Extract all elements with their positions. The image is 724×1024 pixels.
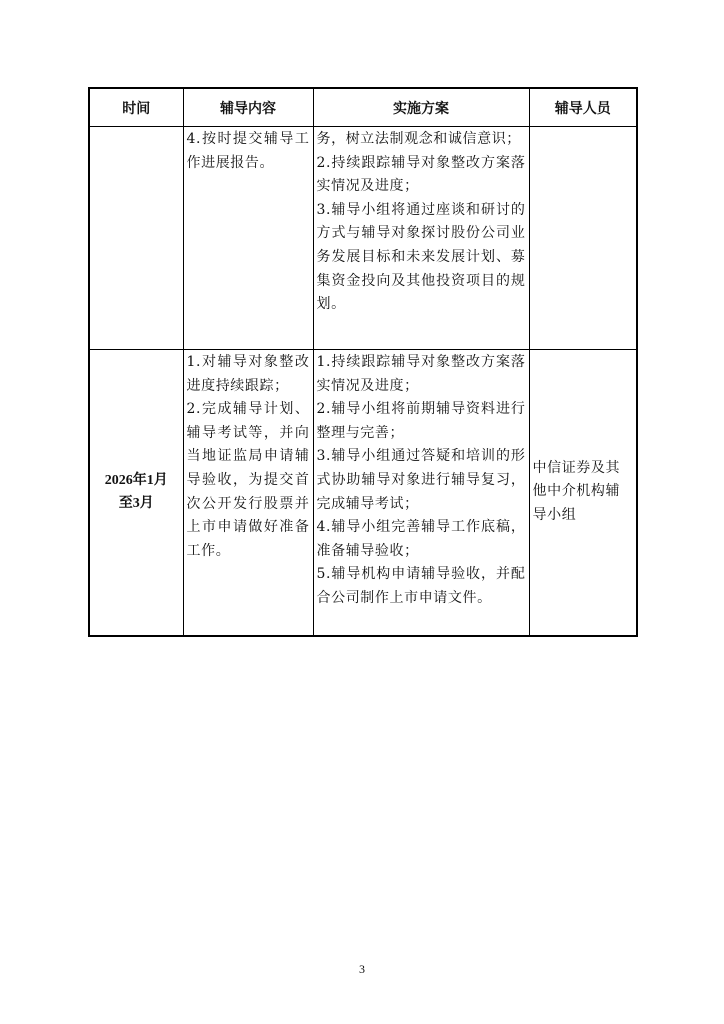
row1-content xyxy=(183,127,313,350)
page-number: 3 xyxy=(359,962,365,976)
row1-time xyxy=(89,127,183,350)
header-staff: 辅导人员 xyxy=(529,88,637,127)
row2-plan-item: 3.辅导小组通过答疑和培训的形式协助辅导对象进行辅导复习，完成辅导考试； xyxy=(316,448,526,512)
table-row xyxy=(89,127,637,350)
row1-plan-item: 2.持续跟踪辅导对象整改方案落实情况及进度； xyxy=(316,154,526,195)
row2-plan-item: 5.辅导机构申请辅导验收，并配合公司制作上市申请文件。 xyxy=(316,566,526,606)
table-header-row xyxy=(89,88,637,127)
row2-plan-item: 2.辅导小组将前期辅导资料进行整理与完善； xyxy=(316,401,526,441)
header-content: 辅导内容 xyxy=(183,88,313,127)
row2-staff: 中信证券及其他中介机构辅导小组 xyxy=(529,350,637,636)
row1-plan xyxy=(313,127,529,350)
tutoring-plan-table xyxy=(88,87,638,637)
row2-plan-item: 4.辅导小组完善辅导工作底稿，准备辅导验收； xyxy=(316,519,526,559)
row2-content-item: 1.对辅导对象整改进度持续跟踪； xyxy=(186,354,310,394)
row2-plan-item: 1.持续跟踪辅导对象整改方案落实情况及进度； xyxy=(316,354,526,394)
header-plan: 实施方案 xyxy=(313,88,529,127)
row1-plan-item: 务，树立法制观念和诚信意识； xyxy=(316,131,521,147)
row2-content-item: 2.完成辅导计划、辅导考试等，并向当地证监局申请辅导验收，为提交首次公开发行股票并上市申请做好准备工作。 xyxy=(186,401,310,559)
row1-staff xyxy=(529,127,637,350)
header-time: 时间 xyxy=(89,88,183,127)
table-row xyxy=(89,350,637,636)
row1-content-item: 4.按时提交辅导工作进展报告。 xyxy=(186,131,310,171)
row1-plan-item: 3.辅导小组将通过座谈和研讨的方式与辅导对象探讨股份公司业务发展目标和未来发展计划、募集资金投向及其他投资项目的规划。 xyxy=(316,201,526,313)
row2-time xyxy=(89,350,183,636)
row2-plan xyxy=(313,350,529,636)
row2-content xyxy=(183,350,313,636)
row2-time-text: 2026年1月至3月 xyxy=(104,473,168,512)
